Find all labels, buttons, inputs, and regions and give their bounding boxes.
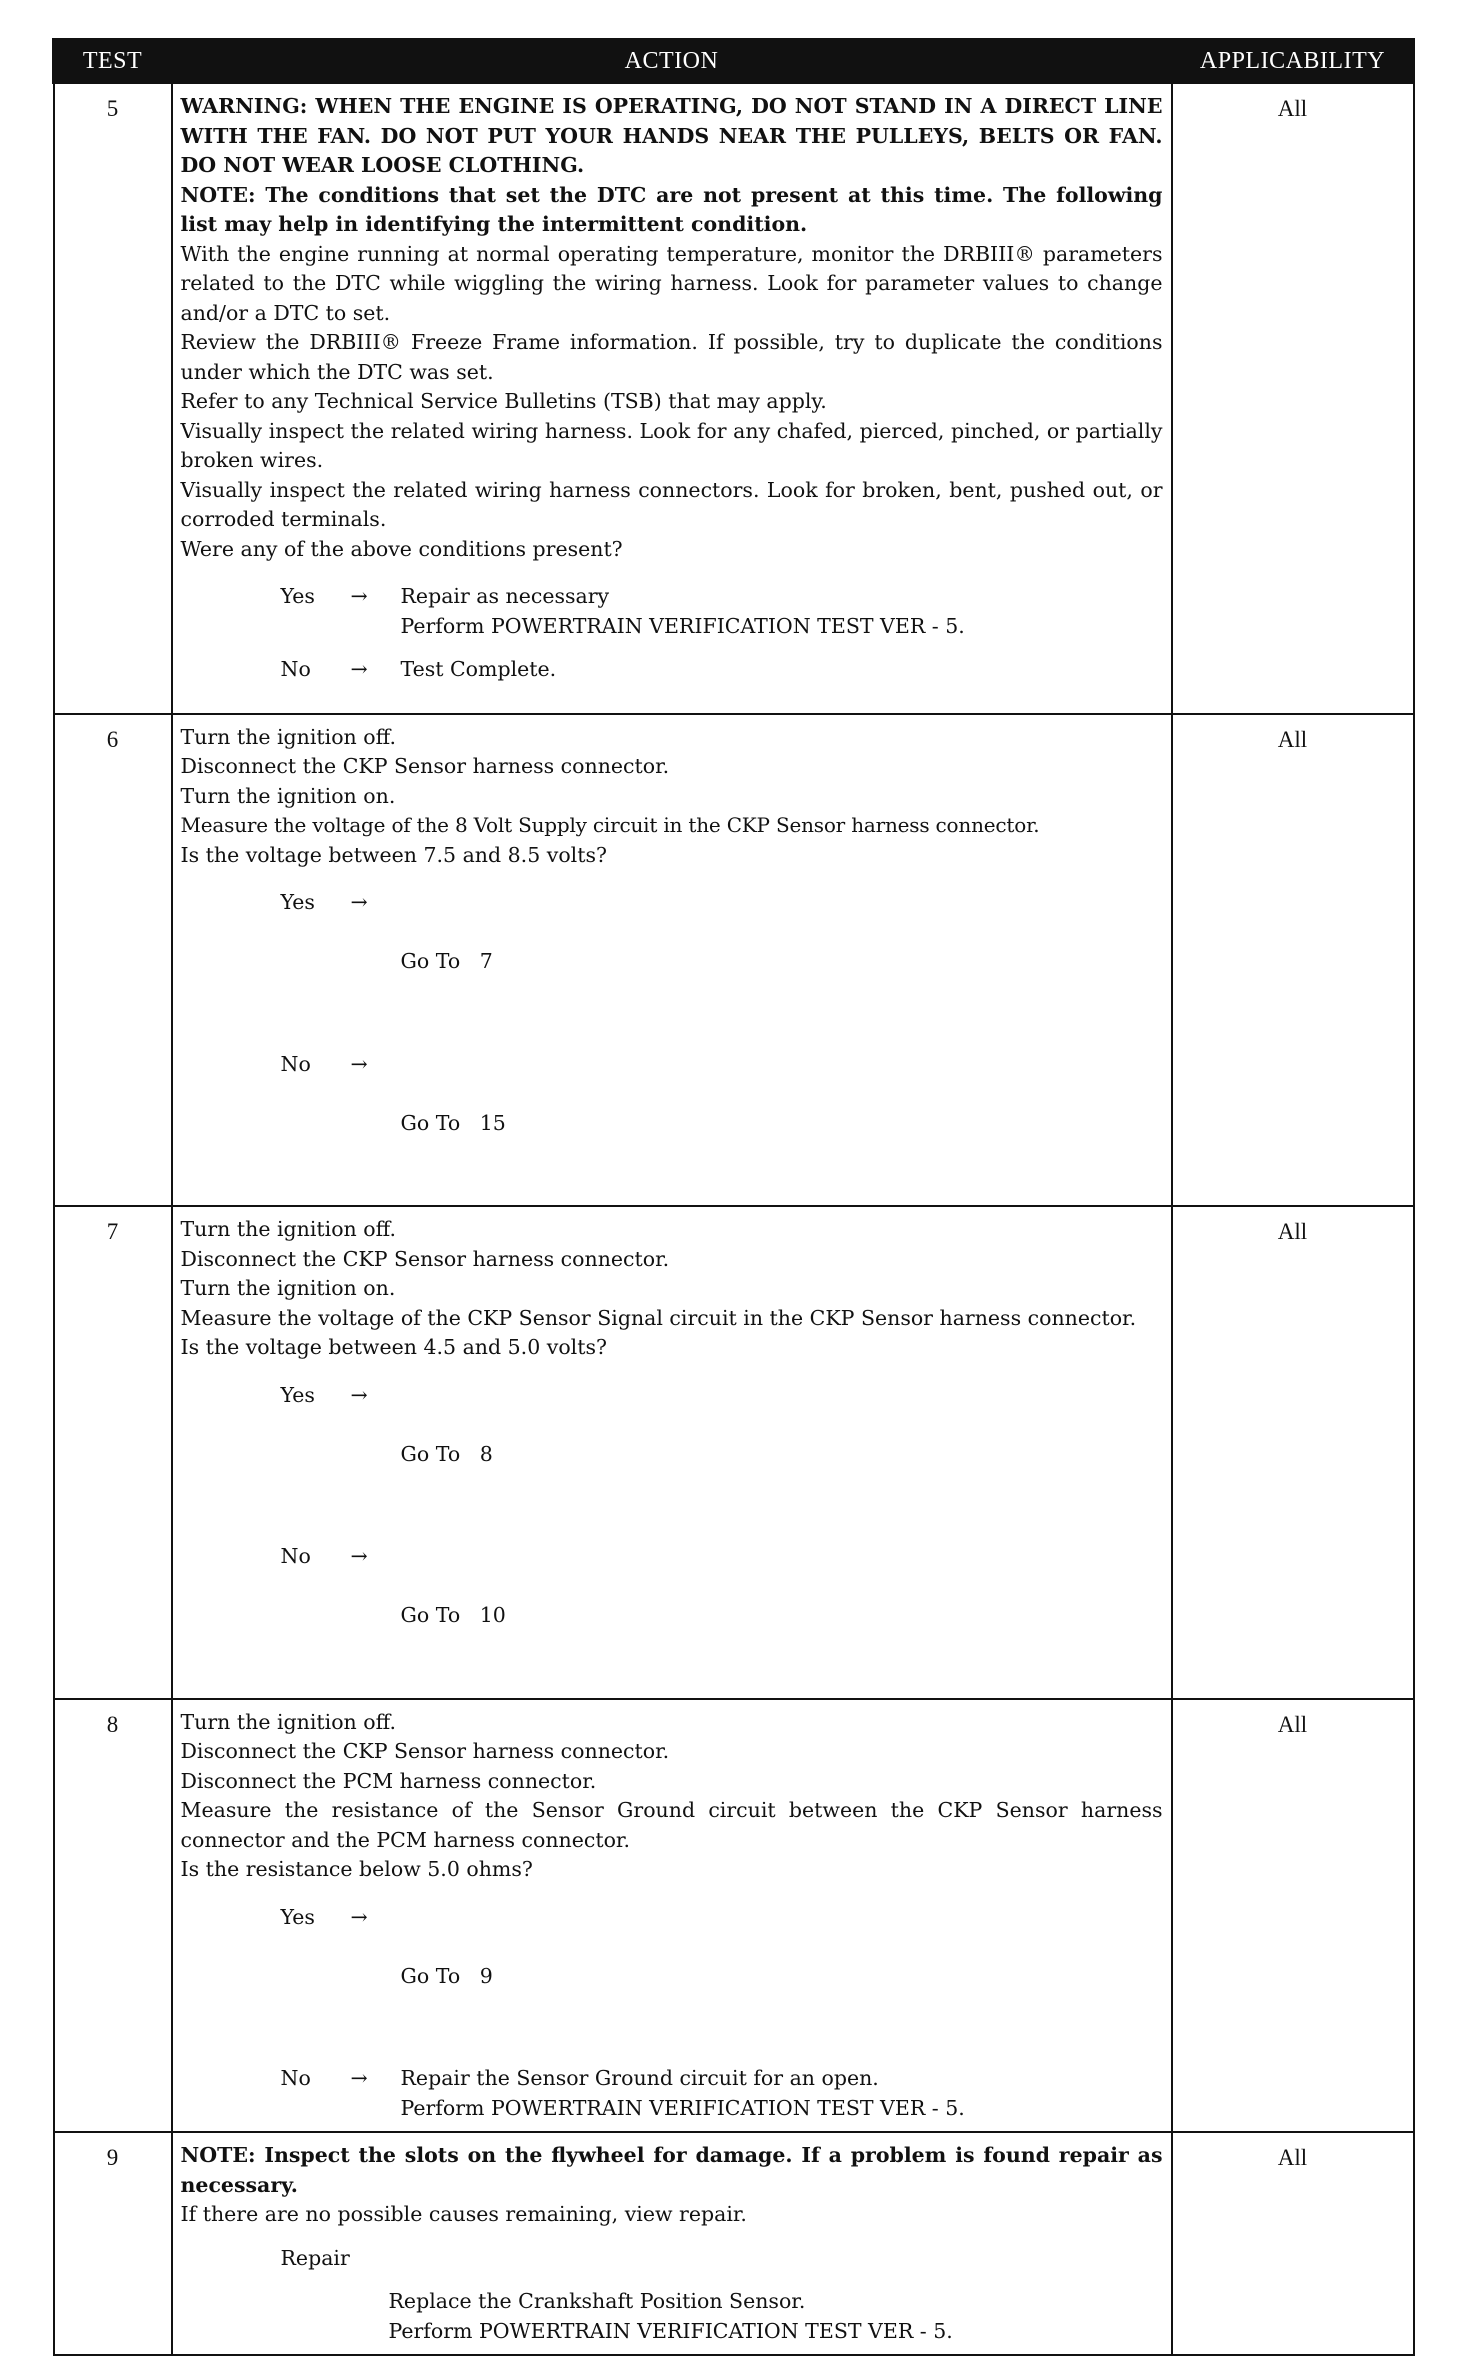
applicability-value: All: [1172, 714, 1414, 1207]
result-no: [281, 1542, 1163, 1690]
result-text: [401, 888, 1163, 1036]
test-number: 5: [54, 83, 172, 714]
arrow-icon: →: [350, 1904, 368, 1929]
repair-detail: [389, 2287, 1163, 2346]
answer-label: Yes: [280, 1904, 315, 1929]
result-line: Perform POWERTRAIN VERIFICATION TEST VER - 5.: [400, 2095, 965, 2120]
step-text: Visually inspect the related wiring harness. Look for any chafed, pierced, pinched, or partially broken wires.: [180, 418, 1163, 472]
arrow-icon: →: [350, 2066, 368, 2090]
applicability-value: All: [1172, 1206, 1414, 1699]
result-line: Go To 8: [400, 1441, 493, 1466]
result-line: Perform POWERTRAIN VERIFICATION TEST VER - 5.: [400, 613, 965, 638]
answer-label: No: [280, 2066, 311, 2090]
question-text: Is the resistance below 5.0 ohms?: [180, 1857, 533, 1881]
result-text: [401, 1542, 1163, 1690]
applicability-value: All: [1172, 1699, 1414, 2133]
answer-label: Yes: [280, 890, 315, 914]
step-text: Refer to any Technical Service Bulletins (TSB) that may apply.: [180, 389, 827, 413]
result-text: [401, 655, 1163, 685]
step-text: Turn the ignition off.: [180, 724, 396, 749]
step-text: Disconnect the CKP Sensor harness connector.: [180, 1739, 670, 1763]
step-text: With the engine running at normal operating temperature, monitor the DRBIII® parameters related to the DTC while wiggling the wiring harness. Look for parameter values to change and/or a DTC to set.: [180, 241, 1163, 325]
repair-line: Replace the Crankshaft Position Sensor.: [388, 2289, 806, 2313]
test-number: 7: [54, 1206, 172, 1699]
result-line: Go To 15: [400, 1110, 506, 1135]
result-yes: [281, 888, 1163, 1036]
applicability-value: All: [1172, 2132, 1414, 2355]
step-text: Disconnect the PCM harness connector.: [180, 1768, 597, 1793]
result-yes: [281, 1903, 1163, 2051]
test-number: 9: [54, 2132, 172, 2355]
result-line: Test Complete.: [400, 657, 557, 681]
step-text: Visually inspect the related wiring harness connectors. Look for broken, bent, pushed out, or corroded terminals.: [180, 477, 1163, 531]
result-text: [401, 2064, 1163, 2123]
answer-label: No: [280, 1051, 311, 1076]
step-text: Measure the resistance of the Sensor Ground circuit between the CKP Sensor harness connector and the PCM harness connector.: [180, 1798, 1163, 1852]
step-text: Measure the voltage of the CKP Sensor Signal circuit in the CKP Sensor harness connector.: [180, 1305, 1137, 1330]
result-line: Go To 10: [400, 1603, 506, 1627]
answer-label: No: [280, 1544, 311, 1568]
arrow-icon: →: [350, 1382, 368, 1407]
test-row-8: [54, 1699, 1414, 2133]
applicability-value: All: [1172, 83, 1414, 714]
result-line: Go To 7: [400, 949, 493, 973]
diagnostic-test-table: [52, 38, 1415, 2356]
result-yes: [281, 1381, 1163, 1529]
result-yes: [281, 582, 1163, 641]
step-text: Turn the ignition on.: [180, 1276, 396, 1300]
result-no: [281, 2064, 1163, 2123]
step-text: Disconnect the CKP Sensor harness connector.: [180, 1246, 670, 1271]
header-applicability: APPLICABILITY: [1172, 40, 1414, 83]
step-text: Review the DRBIII® Freeze Frame information. If possible, try to duplicate the conditions under which the DTC was set.: [180, 330, 1163, 384]
arrow-icon: →: [350, 890, 368, 914]
result-no: [281, 1050, 1163, 1198]
answer-label: Yes: [280, 1382, 315, 1407]
result-line: Repair as necessary: [400, 584, 610, 608]
arrow-icon: →: [350, 657, 368, 681]
step-text: If there are no possible causes remaining, view repair.: [180, 2202, 747, 2226]
result-line: Go To 9: [400, 1963, 493, 1988]
header-test: TEST: [54, 40, 172, 83]
test-row-5: [54, 83, 1414, 714]
action-cell: [172, 1206, 1172, 1699]
action-cell: [172, 2132, 1172, 2355]
arrow-icon: →: [350, 584, 368, 608]
action-cell: [172, 714, 1172, 1207]
result-no: [281, 655, 1163, 685]
result-text: [401, 1903, 1163, 2051]
warning-text: WARNING: WHEN THE ENGINE IS OPERATING, DO NOT STAND IN A DIRECT LINE WITH THE FAN. DO NOT PUT YOUR HANDS NEAR THE PULLEYS, BELTS OR FAN. DO NOT WEAR LOOSE CLOTHING.: [180, 94, 1163, 177]
arrow-icon: →: [350, 1051, 368, 1076]
step-text: Turn the ignition off.: [180, 1217, 396, 1241]
test-row-9: [54, 2132, 1414, 2355]
question-text: Were any of the above conditions present?: [180, 536, 623, 561]
result-line: Repair the Sensor Ground circuit for an open.: [400, 2066, 879, 2090]
repair-block: [281, 2244, 1163, 2347]
header-action: ACTION: [172, 40, 1172, 83]
action-cell: [172, 1699, 1172, 2133]
answer-label: No: [280, 657, 311, 681]
question-text: Is the voltage between 4.5 and 5.0 volts?: [180, 1335, 607, 1359]
step-text: Disconnect the CKP Sensor harness connector.: [180, 754, 670, 778]
repair-label: Repair: [280, 2245, 350, 2270]
answer-label: Yes: [280, 584, 315, 608]
repair-line: Perform POWERTRAIN VERIFICATION TEST VER - 5.: [388, 2318, 953, 2343]
step-text: Turn the ignition on.: [180, 783, 396, 808]
question-text: Is the voltage between 7.5 and 8.5 volts?: [180, 842, 607, 867]
result-text: [401, 1050, 1163, 1198]
note-text: NOTE: The conditions that set the DTC are not present at this time. The following list may help in identifying the intermittent condition.: [180, 182, 1163, 236]
test-number: 8: [54, 1699, 172, 2133]
test-number: 6: [54, 714, 172, 1207]
table-header-row: [54, 40, 1414, 83]
test-row-6: [54, 714, 1414, 1207]
arrow-icon: →: [350, 1544, 368, 1568]
step-text: Turn the ignition off.: [180, 1709, 396, 1734]
result-text: [401, 1381, 1163, 1529]
step-text: Measure the voltage of the 8 Volt Supply circuit in the CKP Sensor harness connector.: [180, 813, 1040, 837]
test-row-7: [54, 1206, 1414, 1699]
action-cell: [172, 83, 1172, 714]
note-text: NOTE: Inspect the slots on the flywheel for damage. If a problem is found repair as necessary.: [180, 2143, 1163, 2197]
result-text: [401, 582, 1163, 641]
